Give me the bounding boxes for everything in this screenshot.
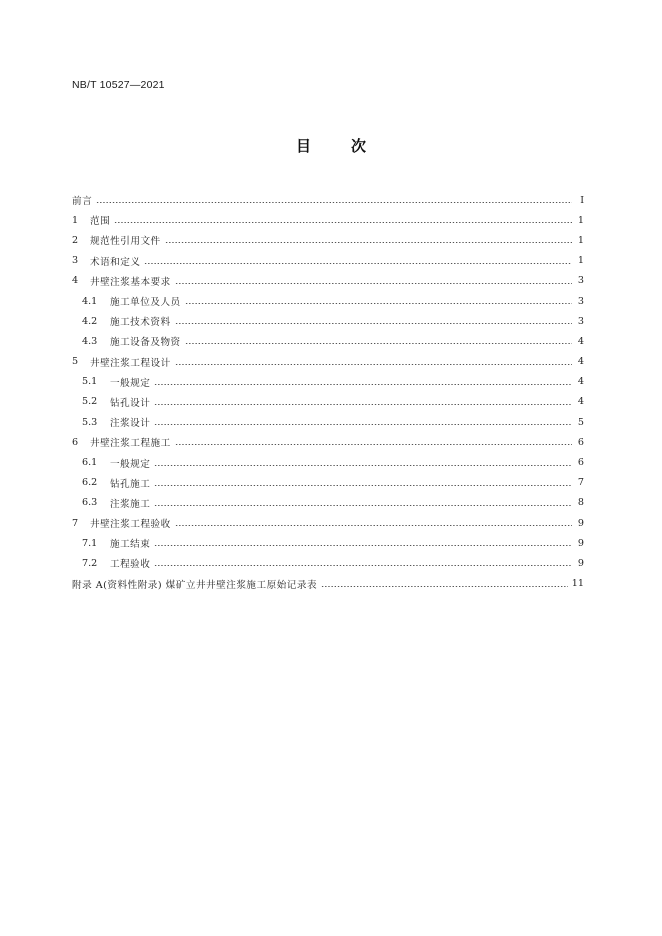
- toc-entry-page: 1: [577, 234, 584, 246]
- toc-entry-7[interactable]: [72, 513, 584, 533]
- toc-entry-number: 3: [72, 255, 79, 267]
- toc-entry-page: 9: [577, 537, 584, 549]
- toc-leader: [154, 565, 572, 566]
- toc-leader: [175, 364, 572, 365]
- toc-entry-number: 6: [72, 436, 79, 448]
- table-of-contents: [72, 190, 584, 594]
- toc-leader: [154, 424, 572, 425]
- toc-leader: [185, 343, 572, 344]
- toc-entry-page: 5: [577, 416, 584, 428]
- toc-entry-label: 工程验收: [110, 559, 151, 571]
- toc-entry-4-3[interactable]: [72, 331, 584, 351]
- toc-entry-label: 井壁注浆基本要求: [90, 276, 171, 288]
- toc-entry-page: 6: [577, 436, 584, 448]
- toc-entry-page: 1: [577, 255, 584, 267]
- toc-entry-number: 7: [72, 517, 79, 529]
- toc-entry-7-1[interactable]: [72, 533, 584, 553]
- toc-leader: [96, 202, 572, 203]
- toc-entry-number: 6.2: [82, 477, 98, 489]
- toc-leader: [144, 263, 572, 264]
- toc-leader: [175, 283, 572, 284]
- toc-leader: [185, 303, 572, 304]
- toc-entry-6-2[interactable]: [72, 473, 584, 493]
- toc-entry-number: 4.1: [82, 295, 98, 307]
- toc-entry-6[interactable]: [72, 432, 584, 452]
- toc-entry-label: 施工设备及物资: [110, 337, 181, 349]
- toc-leader: [165, 242, 572, 243]
- toc-entry-page: 4: [577, 356, 584, 368]
- toc-entry-label: 附录 A(资料性附录) 煤矿立井井壁注浆施工原始记录表: [72, 579, 318, 591]
- toc-entry-label: 井壁注浆工程设计: [90, 357, 171, 369]
- toc-entry-3[interactable]: [72, 251, 584, 271]
- toc-entry-page: 11: [571, 578, 584, 590]
- toc-leader: [154, 465, 572, 466]
- toc-entry-label: 前言: [72, 196, 93, 208]
- toc-entry-label: 钻孔设计: [110, 397, 151, 409]
- toc-entry-number: 5.2: [82, 396, 98, 408]
- toc-entry-page: 8: [577, 497, 584, 509]
- toc-entry-4-1[interactable]: [72, 291, 584, 311]
- toc-entry-preface[interactable]: [72, 190, 584, 210]
- toc-entry-number: 5.3: [82, 416, 98, 428]
- toc-entry-5[interactable]: [72, 352, 584, 372]
- toc-entry-label: 施工单位及人员: [110, 297, 181, 309]
- document-code: NB/T 10527—2021: [72, 79, 165, 91]
- toc-entry-label: 一般规定: [110, 458, 151, 470]
- toc-entry-6-3[interactable]: [72, 493, 584, 513]
- toc-entry-label: 钻孔施工: [110, 478, 151, 490]
- toc-leader: [175, 444, 572, 445]
- toc-leader: [114, 222, 572, 223]
- toc-entry-number: 6.3: [82, 497, 98, 509]
- toc-entry-number: 4.2: [82, 315, 98, 327]
- toc-entry-4[interactable]: [72, 271, 584, 291]
- toc-entry-5-2[interactable]: [72, 392, 584, 412]
- toc-entry-number: 7.1: [82, 537, 98, 549]
- toc-entry-label: 术语和定义: [90, 256, 141, 268]
- toc-entry-label: 规范性引用文件: [90, 236, 161, 248]
- toc-entry-page: 1: [577, 214, 584, 226]
- toc-leader: [175, 323, 572, 324]
- toc-entry-page: 4: [577, 335, 584, 347]
- toc-entry-number: 4: [72, 275, 79, 287]
- toc-entry-5-1[interactable]: [72, 372, 584, 392]
- toc-entry-page: 9: [577, 557, 584, 569]
- toc-entry-6-1[interactable]: [72, 452, 584, 472]
- toc-entry-number: 6.1: [82, 457, 98, 469]
- toc-entry-2[interactable]: [72, 230, 584, 250]
- toc-entry-page: Ⅰ: [580, 194, 584, 206]
- toc-entry-number: 5.1: [82, 376, 98, 388]
- toc-entry-7-2[interactable]: [72, 553, 584, 573]
- toc-entry-label: 注浆施工: [110, 498, 151, 510]
- toc-entry-label: 施工结束: [110, 539, 151, 551]
- toc-title: [0, 135, 662, 156]
- toc-entry-4-2[interactable]: [72, 311, 584, 331]
- toc-entry-1[interactable]: [72, 210, 584, 230]
- toc-leader: [154, 545, 572, 546]
- toc-leader: [154, 404, 572, 405]
- toc-leader: [154, 485, 572, 486]
- toc-entry-page: 7: [577, 477, 584, 489]
- toc-entry-page: 4: [577, 396, 584, 408]
- toc-title-part1: 目: [295, 137, 311, 155]
- toc-entry-label: 井壁注浆工程验收: [90, 519, 171, 531]
- toc-leader: [321, 586, 568, 587]
- toc-entry-label: 井壁注浆工程施工: [90, 438, 171, 450]
- toc-entry-page: 6: [577, 457, 584, 469]
- toc-leader: [154, 505, 572, 506]
- toc-entry-number: 4.3: [82, 335, 98, 347]
- toc-leader: [175, 525, 572, 526]
- toc-leader: [154, 384, 572, 385]
- toc-entry-number: 7.2: [82, 557, 98, 569]
- toc-entry-label: 范围: [90, 216, 111, 228]
- toc-entry-label: 一般规定: [110, 377, 151, 389]
- toc-entry-page: 3: [577, 295, 584, 307]
- toc-entry-number: 2: [72, 234, 79, 246]
- toc-entry-page: 9: [577, 517, 584, 529]
- toc-entry-5-3[interactable]: [72, 412, 584, 432]
- toc-entry-number: 5: [72, 356, 79, 368]
- toc-entry-page: 3: [577, 315, 584, 327]
- toc-entry-page: 3: [577, 275, 584, 287]
- toc-entry-label: 注浆设计: [110, 418, 151, 430]
- toc-title-part2: 次: [351, 137, 367, 155]
- toc-entry-label: 施工技术资料: [110, 317, 171, 329]
- toc-entry-number: 1: [72, 214, 79, 226]
- toc-entry-page: 4: [577, 376, 584, 388]
- toc-entry-appendix-a[interactable]: [72, 574, 584, 594]
